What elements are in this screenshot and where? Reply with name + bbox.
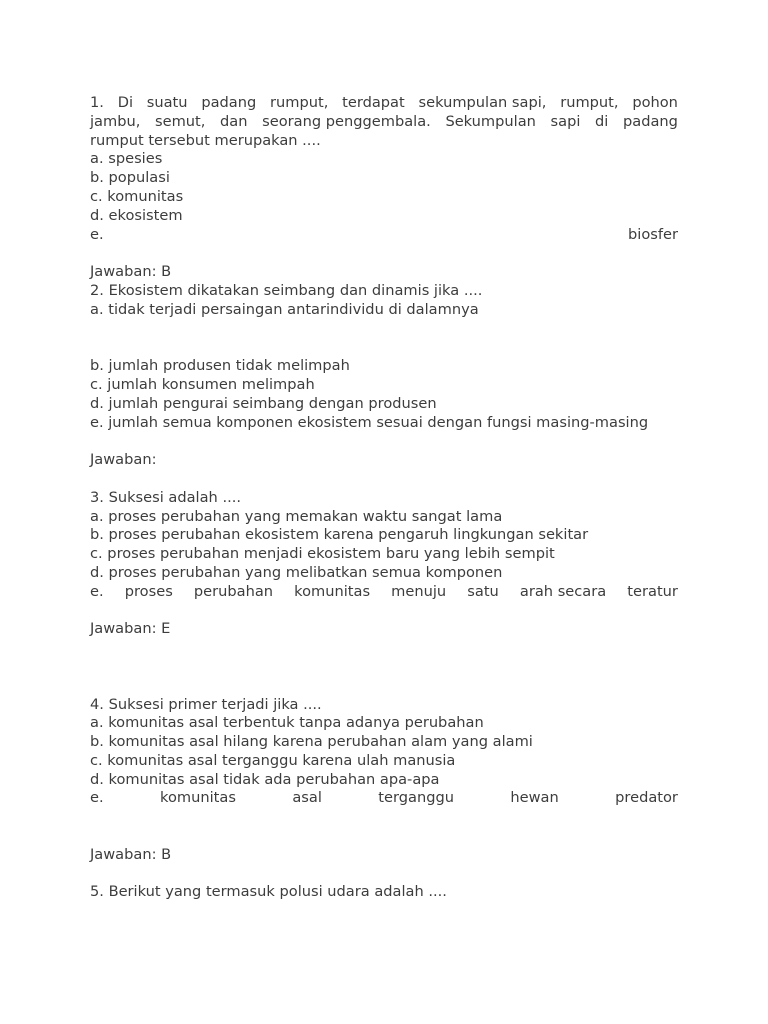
word: e. <box>90 789 104 807</box>
word: proses <box>124 582 173 600</box>
spacer <box>90 827 678 846</box>
q1-answer: Jawaban: B <box>90 263 172 281</box>
q2-question: 2. Ekosistem dikatakan seimbang dan dinamis jika .... <box>90 281 483 299</box>
q3-option-a: a. proses perubahan yang memakan waktu sangat lama <box>90 507 503 525</box>
q1-option-b: b. populasi <box>90 169 170 187</box>
document-body <box>90 94 678 902</box>
q4-option-c: c. komunitas asal terganggu karena ulah manusia <box>90 751 456 769</box>
q1-option-d: d. ekosistem <box>90 206 183 224</box>
q1-option-e <box>90 226 678 245</box>
word: dan <box>220 112 248 130</box>
word: padang <box>201 94 257 111</box>
word: pohon <box>632 94 678 111</box>
spacer <box>90 320 678 339</box>
word: di <box>595 112 609 130</box>
spacer <box>90 338 678 357</box>
word: jambu, <box>90 112 141 130</box>
spacer <box>90 639 678 658</box>
q2-option-e: e. jumlah semua komponen ekosistem sesuai dengan fungsi masing-masing <box>90 413 649 431</box>
q2-answer: Jawaban: <box>90 451 157 469</box>
q1-line-2 <box>90 113 678 132</box>
spacer <box>90 470 678 489</box>
spacer <box>90 432 678 451</box>
q4-question: 4. Suksesi primer terjadi jika .... <box>90 695 322 713</box>
word: Sekumpulan <box>445 112 536 130</box>
word: sapi <box>550 112 581 130</box>
q2-option-a: a. tidak terjadi persaingan antarindividu di dalamnya <box>90 300 479 318</box>
word: hewan <box>510 789 559 807</box>
word: terganggu <box>378 789 454 807</box>
word: suatu <box>146 94 188 111</box>
spacer <box>90 602 678 621</box>
word: komunitas <box>294 582 371 600</box>
word: teratur <box>627 582 678 600</box>
word: rumput, <box>270 94 329 111</box>
word: predator <box>615 789 678 807</box>
word: sekumpulan sapi, <box>418 94 547 111</box>
q3-question: 3. Suksesi adalah .... <box>90 488 241 506</box>
spacer <box>90 244 678 263</box>
q4-option-b: b. komunitas asal hilang karena perubahan alam yang alami <box>90 733 533 751</box>
q2-option-b: b. jumlah produsen tidak melimpah <box>90 357 350 375</box>
spacer <box>90 658 678 677</box>
word: komunitas <box>160 789 236 807</box>
q1-line-3: rumput tersebut merupakan .... <box>90 131 321 149</box>
option-label: e. <box>90 225 104 243</box>
spacer <box>90 677 678 696</box>
word: satu <box>467 582 499 600</box>
option-text: biosfer <box>628 225 678 243</box>
word: 1. <box>90 94 104 111</box>
q3-option-d: d. proses perubahan yang melibatkan semua komponen <box>90 563 503 581</box>
q4-option-d: d. komunitas asal tidak ada perubahan apa-apa <box>90 770 440 788</box>
spacer <box>90 865 678 884</box>
word: perubahan <box>193 582 274 600</box>
q3-answer: Jawaban: E <box>90 620 171 638</box>
q2-option-c: c. jumlah konsumen melimpah <box>90 375 315 393</box>
word: terdapat <box>342 94 405 111</box>
q4-answer: Jawaban: B <box>90 845 172 863</box>
q5-question: 5. Berikut yang termasuk polusi udara adalah .... <box>90 883 447 901</box>
q1-line-1 <box>90 94 678 113</box>
spacer <box>90 808 678 827</box>
word: e. <box>90 582 104 600</box>
word: padang <box>623 112 678 130</box>
word: seorang penggembala. <box>262 112 431 130</box>
q1-option-c: c. komunitas <box>90 187 184 205</box>
word: menuju <box>391 582 447 600</box>
word: rumput, <box>560 94 619 111</box>
word: Di <box>117 94 133 111</box>
word: asal <box>292 789 322 807</box>
q3-option-b: b. proses perubahan ekosistem karena pengaruh lingkungan sekitar <box>90 526 589 544</box>
q4-option-a: a. komunitas asal terbentuk tanpa adanya perubahan <box>90 714 484 732</box>
q3-option-e <box>90 583 678 602</box>
q3-option-c: c. proses perubahan menjadi ekosistem baru yang lebih sempit <box>90 545 555 563</box>
q2-option-d: d. jumlah pengurai seimbang dengan produsen <box>90 394 437 412</box>
q4-option-e <box>90 789 678 808</box>
word: arah secara <box>519 582 607 600</box>
word: semut, <box>155 112 206 130</box>
q1-option-a: a. spesies <box>90 150 163 168</box>
